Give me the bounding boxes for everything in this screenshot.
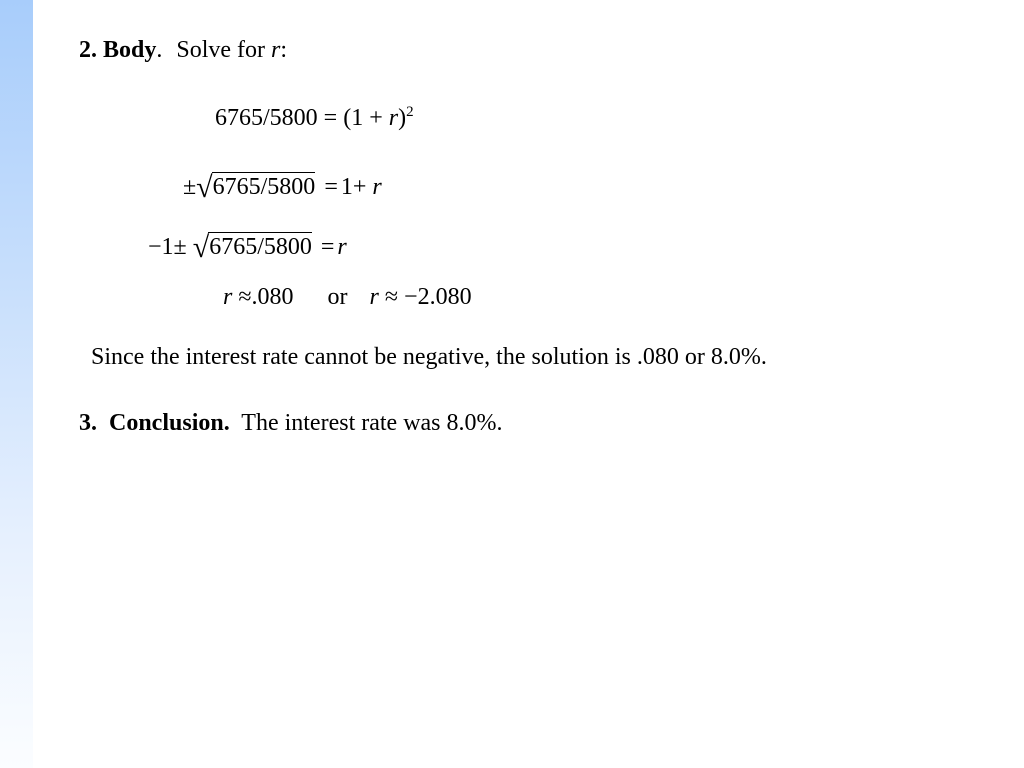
result2-approx: ≈: [384, 284, 399, 310]
explanation-text: Since the interest rate cannot be negative, the solution is .080 or 8.0%.: [91, 344, 767, 370]
eq2-radicand: 6765/5800: [212, 174, 316, 200]
eq1-close: ): [398, 105, 407, 131]
eq1-equals: =: [323, 105, 338, 131]
eq3-variable: r: [337, 234, 347, 260]
eq2-plus-minus: ±: [183, 174, 197, 200]
heading-instruction: Solve for: [176, 37, 266, 63]
eq1-left: 6765/5800: [215, 105, 318, 131]
square-root: [193, 232, 312, 263]
equation-1: [215, 106, 414, 130]
eq3-radicand: 6765/5800: [209, 234, 312, 260]
result2-variable: r: [369, 284, 379, 310]
result1-value: .080: [251, 284, 294, 310]
eq1-open: (1 +: [343, 105, 383, 131]
conclusion-number: 3.: [79, 410, 97, 436]
eq3-equals: =: [320, 234, 335, 260]
heading-punct: .: [156, 37, 163, 63]
heading-title: Body: [103, 37, 157, 63]
result2-value: −2.080: [404, 284, 472, 310]
conclusion-text: The interest rate was 8.0%.: [241, 410, 503, 436]
equation-3: [148, 232, 347, 263]
section-conclusion: [79, 411, 503, 435]
solution-results: [223, 285, 472, 309]
result1-variable: r: [223, 284, 233, 310]
square-root: [196, 172, 315, 203]
eq1-exponent: 2: [406, 104, 414, 120]
eq2-variable: r: [372, 174, 382, 200]
section-heading-body: [79, 38, 287, 62]
heading-variable: r: [271, 37, 281, 63]
radical-sign-icon: √: [192, 231, 210, 264]
radical-sign-icon: √: [196, 171, 213, 204]
decorative-side-bar: [0, 0, 33, 768]
eq3-prefix: −1±: [148, 234, 187, 260]
heading-colon: :: [280, 37, 288, 63]
heading-number: 2.: [79, 37, 97, 63]
eq1-variable: r: [388, 105, 399, 131]
eq2-equals: =: [324, 174, 338, 200]
equation-2: [183, 172, 382, 203]
eq2-right: 1+: [340, 174, 367, 200]
result1-approx: ≈: [238, 284, 252, 310]
conclusion-title: Conclusion.: [109, 410, 230, 436]
results-or: or: [327, 284, 348, 310]
